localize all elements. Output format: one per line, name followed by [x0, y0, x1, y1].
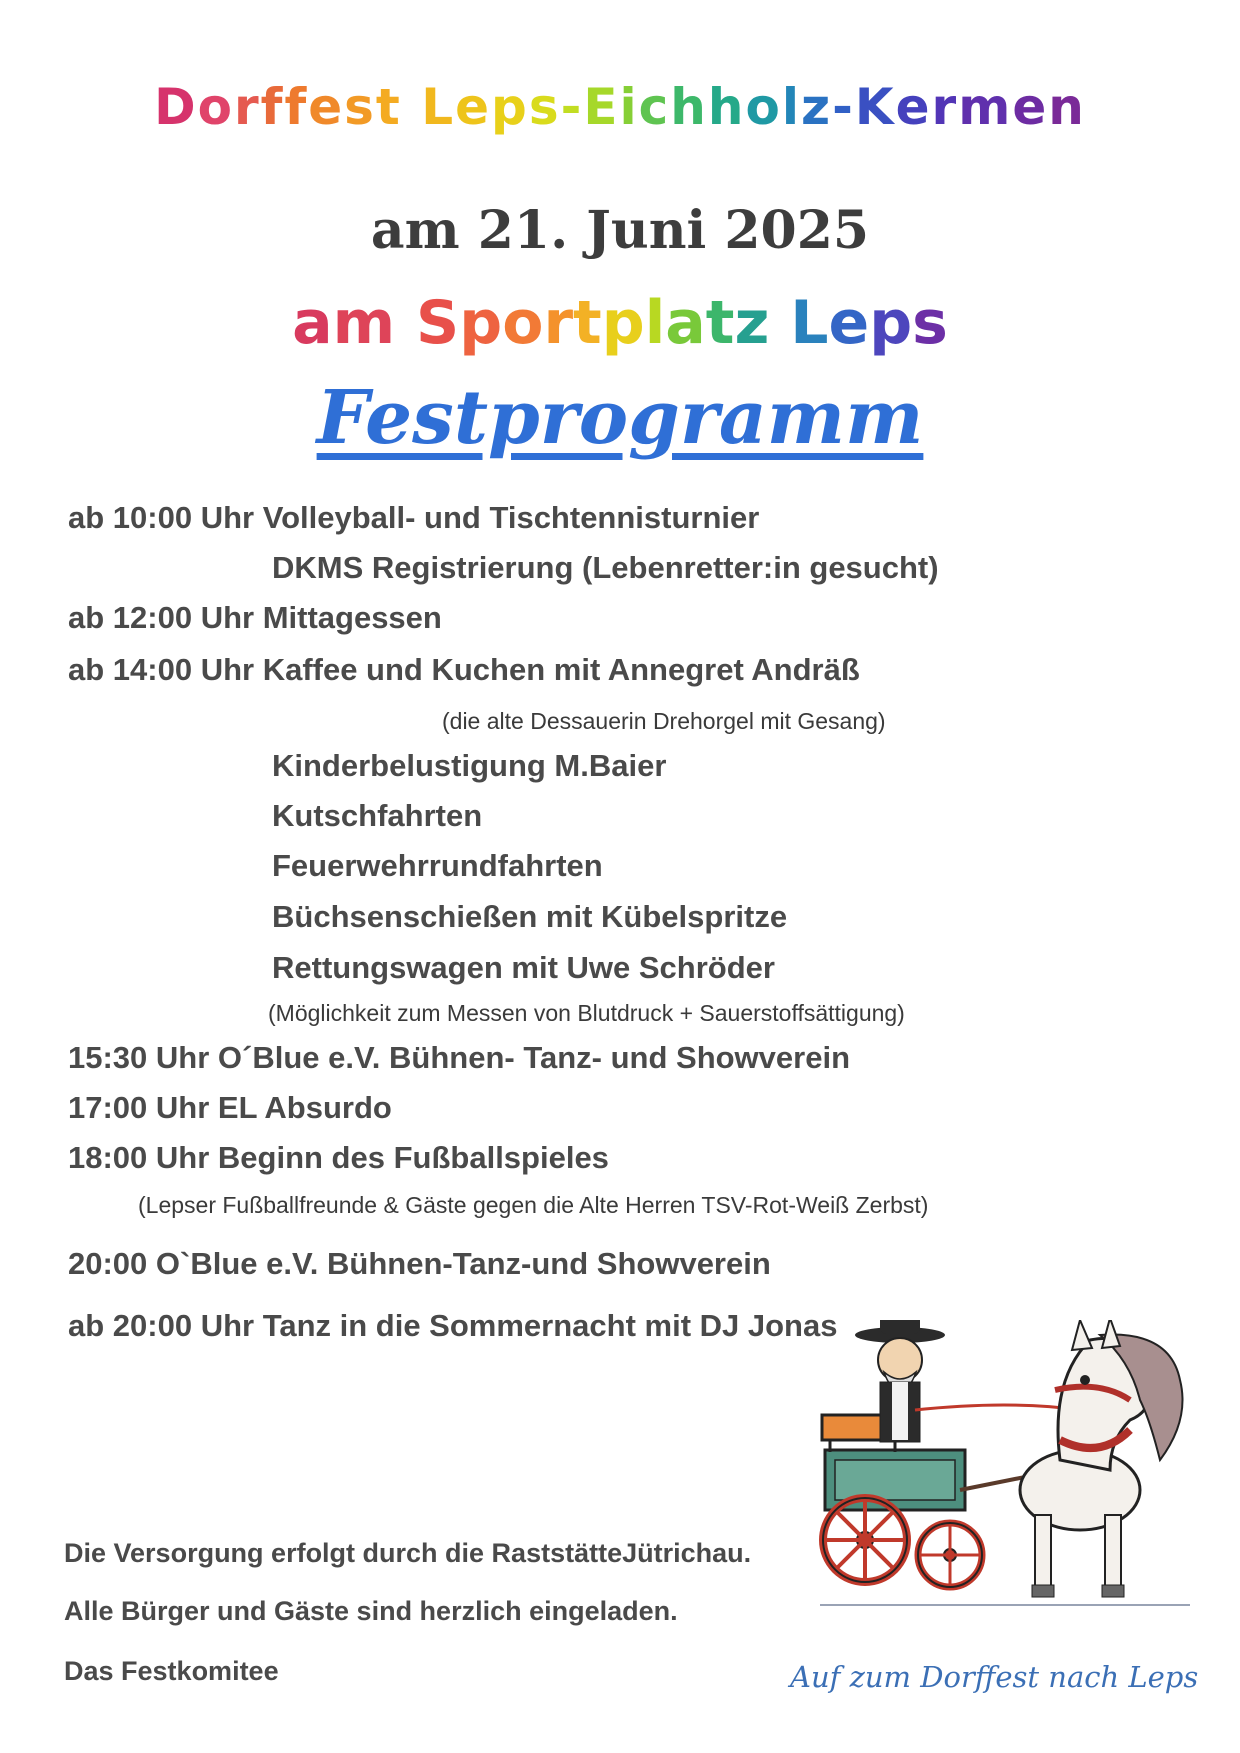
venue-letter: [395, 288, 416, 358]
program-item: ab 10:00 Uhr Volleyball- und Tischtennisturnier: [68, 500, 760, 535]
title-letter: e: [1012, 78, 1049, 136]
title-letter: f: [260, 78, 285, 136]
venue-letter: [769, 288, 790, 358]
venue-letter: t: [705, 288, 735, 358]
venue-letter: m: [332, 288, 396, 358]
title-letter: p: [491, 78, 529, 136]
title-letter: t: [375, 78, 402, 136]
venue-letter: z: [734, 288, 770, 358]
venue-letter: p: [459, 288, 503, 358]
venue-letter: e: [828, 288, 870, 358]
title-letter: K: [854, 78, 896, 136]
program-item: ab 12:00 Uhr Mittagessen: [68, 600, 442, 635]
venue-letter: r: [543, 288, 574, 358]
title-letter: s: [528, 78, 561, 136]
title-letter: E: [583, 78, 620, 136]
title-letter: r: [931, 78, 959, 136]
program-note: (Möglichkeit zum Messen von Blutdruck + Sauerstoffsättigung): [268, 1000, 905, 1026]
title-letter: -: [832, 78, 855, 136]
title-letter: f: [284, 78, 309, 136]
event-venue: [0, 288, 1240, 358]
title-letter: i: [619, 78, 639, 136]
title-letter: h: [670, 78, 708, 136]
venue-letter: p: [601, 288, 645, 358]
event-title: [0, 78, 1240, 136]
program-item: 15:30 Uhr O´Blue e.V. Bühnen- Tanz- und Showverein: [68, 1040, 851, 1075]
title-letter: r: [234, 78, 261, 136]
signature: Das Festkomitee: [64, 1656, 279, 1686]
title-letter: n: [1048, 78, 1086, 136]
title-letter: L: [421, 78, 456, 136]
program-heading: Festprogramm: [316, 375, 924, 461]
title-letter: -: [560, 78, 584, 136]
venue-letter: o: [502, 288, 544, 358]
venue-letter: L: [790, 288, 829, 358]
program-item: Büchsenschießen mit Kübelspritze: [272, 899, 788, 934]
supply-note: Die Versorgung erfolgt durch die RaststätteJütrichau.: [64, 1538, 752, 1568]
front-wheel: [918, 1523, 982, 1587]
program-item: 18:00 Uhr Beginn des Fußballspieles: [68, 1140, 609, 1175]
title-letter: m: [958, 78, 1013, 136]
slogan: Auf zum Dorffest nach Leps: [790, 1660, 1199, 1694]
title-letter: z: [801, 78, 833, 136]
venue-letter: t: [573, 288, 602, 358]
horse-carriage-illustration: [810, 1320, 1200, 1620]
invitation-note: Alle Bürger und Gäste sind herzlich eingeladen.: [64, 1596, 678, 1626]
program-item: ab 14:00 Uhr Kaffee und Kuchen mit Annegret Andräß: [68, 652, 860, 687]
venue-letter: s: [912, 288, 948, 358]
program-item: Kutschfahrten: [272, 798, 483, 833]
title-letter: e: [455, 78, 492, 136]
title-letter: o: [745, 78, 782, 136]
rear-wheel: [823, 1498, 907, 1582]
program-item: ab 20:00 Uhr Tanz in die Sommernacht mit DJ Jonas: [68, 1308, 838, 1343]
venue-letter: l: [644, 288, 666, 358]
title-letter: e: [895, 78, 932, 136]
program-item: Feuerwehrrundfahrten: [272, 848, 603, 883]
program-item: Rettungswagen mit Uwe Schröder: [272, 950, 775, 985]
title-letter: D: [154, 78, 198, 136]
title-letter: s: [344, 78, 376, 136]
title-letter: [402, 78, 421, 136]
title-letter: h: [707, 78, 746, 136]
program-item: 17:00 Uhr EL Absurdo: [68, 1090, 392, 1125]
title-letter: c: [638, 78, 671, 136]
event-date: am 21. Juni 2025: [370, 200, 870, 261]
venue-letter: p: [869, 288, 913, 358]
program-item: DKMS Registrierung (Lebenretter:in gesucht): [272, 550, 939, 585]
program-item: 20:00 O`Blue e.V. Bühnen-Tanz-und Showverein: [68, 1246, 771, 1281]
venue-letter: S: [416, 288, 460, 358]
title-letter: e: [308, 78, 345, 136]
title-letter: l: [781, 78, 801, 136]
program-note: (Lepser Fußballfreunde & Gäste gegen die Alte Herren TSV-Rot-Weiß Zerbst): [138, 1192, 929, 1218]
venue-letter: a: [292, 288, 333, 358]
title-letter: o: [197, 78, 234, 136]
program-note: (die alte Dessauerin Drehorgel mit Gesang): [442, 708, 886, 734]
program-item: Kinderbelustigung M.Baier: [272, 748, 667, 783]
venue-letter: a: [665, 288, 706, 358]
